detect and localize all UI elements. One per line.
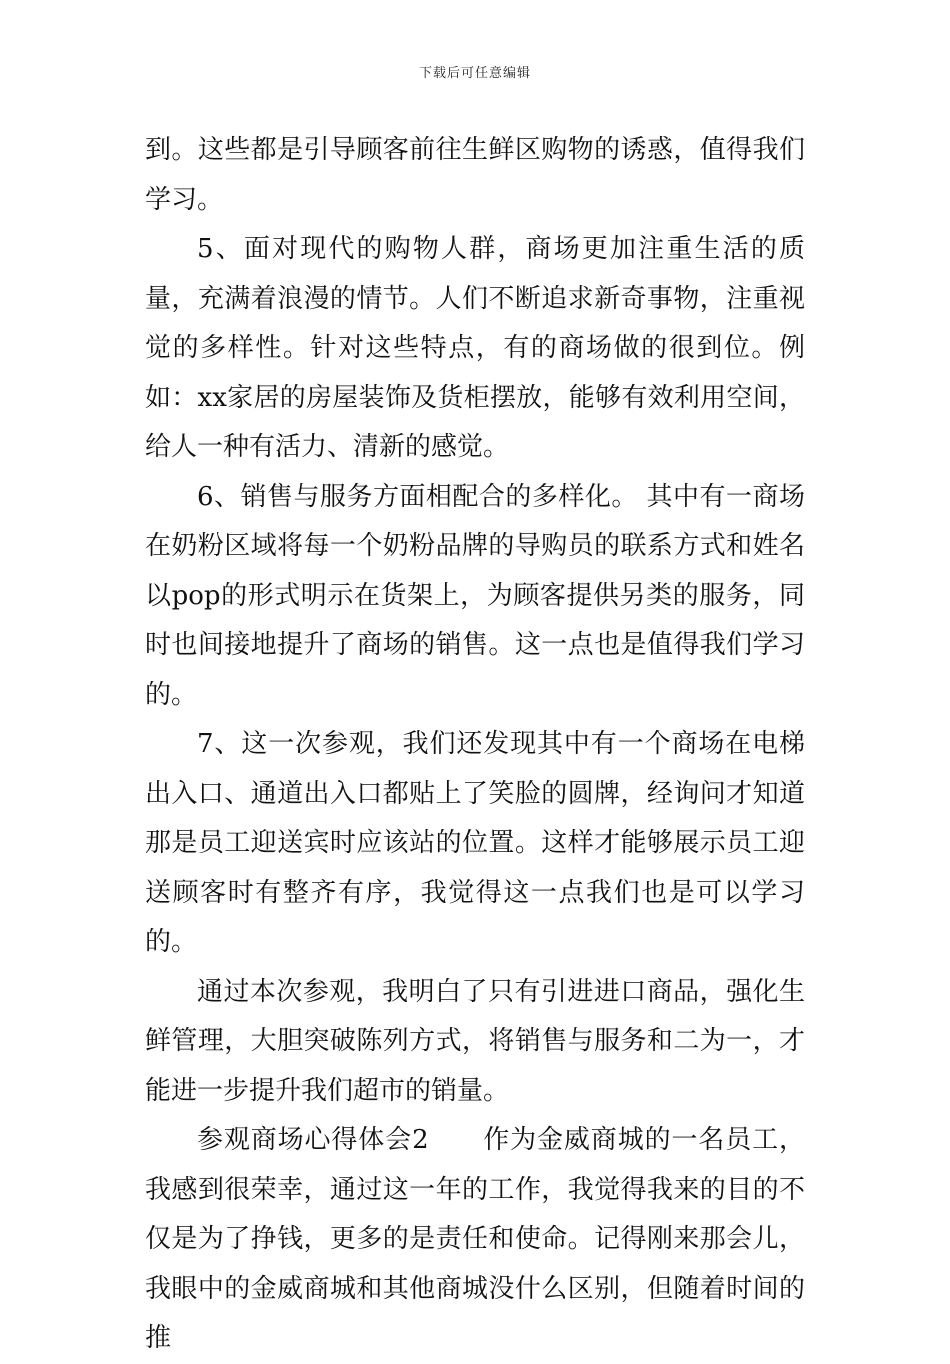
paragraph-continuation: 到。这些都是引导顾客前往生鲜区购物的诱惑，值得我们学习。: [145, 135, 805, 215]
document-body: [145, 126, 805, 1364]
paragraph-essay-2: 参观商场心得体会2 作为金威商城的一名员工，我感到很荣幸，通过这一年的工作，我觉得我来的目的不仅是为了挣钱，更多的是责任和使命。记得刚来那会儿，我眼中的金威商城和其他商城没什么区别，但随着时间的推: [145, 1125, 805, 1353]
page-header-note: 下载后可任意编辑: [418, 66, 531, 81]
paragraph-item-6: 6、销售与服务方面相配合的多样化。 其中有一商场在奶粉区域将每一个奶粉品牌的导购员的联系方式和姓名以pop的形式明示在货架上，为顾客提供另类的服务，同时也间接地提升了商场的销售。这一点也是值得我们学习的。: [145, 481, 805, 710]
paragraph-conclusion: 通过本次参观，我明白了只有引进进口商品，强化生鲜管理，大胆突破陈列方式，将销售与服务和二为一，才能进一步提升我们超市的销量。: [145, 976, 805, 1106]
paragraph-item-7: 7、这一次参观，我们还发现其中有一个商场在电梯出入口、通道出入口都贴上了笑脸的圆牌，经询问才知道那是员工迎送宾时应该站的位置。这样才能够展示员工迎送顾客时有整齐有序，我觉得这一点我们也是可以学习的。: [145, 729, 805, 957]
paragraph-item-5: 5、面对现代的购物人群，商场更加注重生活的质量，充满着浪漫的情节。人们不断追求新奇事物，注重视觉的多样性。针对这些特点，有的商场做的很到位。例如：xx家居的房屋装饰及货柜摆放，能够有效利用空间，给人一种有活力、清新的感觉。: [145, 234, 805, 462]
